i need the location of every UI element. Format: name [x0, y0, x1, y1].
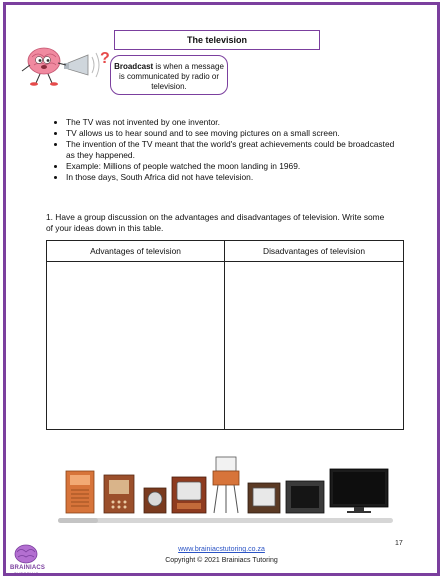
brain-mascot-icon	[14, 43, 114, 89]
logo-wordmark: BRAINIACS	[10, 565, 46, 571]
page-title	[114, 30, 320, 50]
table-header-disadvantages: Disadvantages of television	[225, 241, 403, 262]
definition-term: Broadcast	[114, 62, 154, 71]
list-item: • TV allows us to hear sound and to see moving pictures on a small screen.	[66, 128, 396, 139]
tv-evolution-illustration	[58, 452, 393, 527]
list-item: • The TV was not invented by one inventor.	[66, 117, 396, 128]
disadvantages-answer-cell[interactable]	[225, 262, 403, 429]
page-number: 17	[395, 540, 403, 547]
table-header-advantages: Advantages of television	[47, 241, 225, 262]
definition-bubble	[110, 55, 228, 95]
definition-text: is when a message is communicated by radio or television.	[118, 62, 224, 91]
svg-text:?: ?	[100, 50, 110, 67]
list-item: • The invention of the TV meant that the world's great achievements could be broadcasted as they happened.	[66, 139, 396, 161]
logo-subtitle: TUTORING	[14, 571, 39, 576]
advantages-disadvantages-table	[46, 240, 404, 430]
website-link[interactable]: www.brainiacstutoring.co.za	[178, 546, 265, 553]
list-item: • In those days, South Africa did not have television.	[66, 172, 396, 183]
page-title-text: The television	[186, 35, 248, 45]
advantages-answer-cell[interactable]	[47, 262, 225, 429]
fact-list	[54, 117, 396, 183]
worksheet-page	[3, 2, 440, 576]
discussion-question: 1. Have a group discussion on the advantages and disadvantages of television. Write some of your ideas down in this table.	[46, 212, 385, 233]
list-item: • Example: Millions of people watched the moon landing in 1969.	[66, 161, 396, 172]
copyright-text: Copyright © 2021 Brainiacs Tutoring	[165, 557, 278, 564]
